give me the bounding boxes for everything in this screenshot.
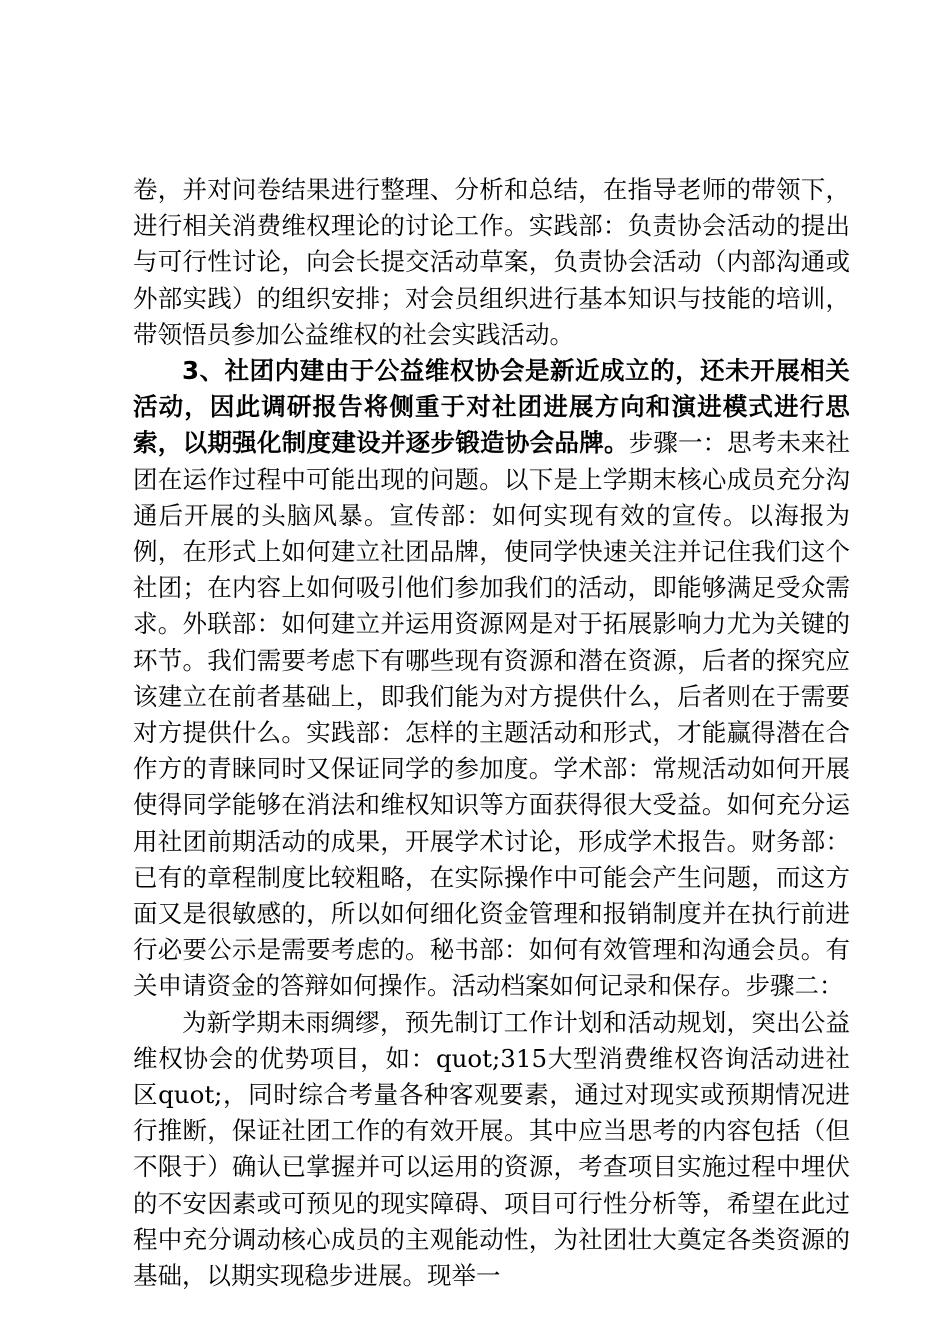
paragraph-2-heading: 3、社团内建由于公益维权协会是新近成立的，还未开展相关活动，因此调研报告将侧重于对社团进展方向和演进模式进行思索，以期强化制度建设并逐步锻造协会品牌。 bbox=[133, 356, 850, 458]
document-body bbox=[133, 172, 850, 1294]
paragraph-2 bbox=[133, 353, 850, 1005]
paragraph-3: 为新学期未雨绸缪，预先制订工作计划和活动规划，突出公益维权协会的优势项目，如：quot;315大型消费维权咨询活动进社区quot;，同时综合考量各种客观要素，通过对现实或预期情况进行推断，保证社团工作的有效开展。其中应当思考的内容包括（但不限于）确认已掌握并可以运用的资源，考查项目实施过程中埋伏的不安因素或可预见的现实障碍、项目可行性分析等，希望在此过程中充分调动核心成员的主观能动性，为社团壮大奠定各类资源的基础，以期实现稳步进展。现举一 bbox=[133, 1007, 850, 1291]
paragraph-2-text: 步骤一：思考未来社团在运作过程中可能出现的问题。以下是上学期末核心成员充分沟通后开展的头脑风暴。宣传部：如何实现有效的宣传。以海报为例，在形式上如何建立社团品牌，使同学快速关注并记住我们这个社团；在内容上如何吸引他们参加我们的活动，即能够满足受众需求。外联部：如何建立并运用资源网是对于拓展影响力尤为关键的环节。我们需要考虑下有哪些现有资源和潜在资源，后者的探究应该建立在前者基础上，即我们能为对方提供什么，后者则在于需要对方提供什么。实践部：怎样的主题活动和形式，才能赢得潜在合作方的青睐同时又保证同学的参加度。学术部：常规活动如何开展使得同学能够在消法和维权知识等方面获得很大受益。如何充分运用社团前期活动的成果，开展学术讨论，形成学术报告。财务部：已有的章程制度比较粗略，在实际操作中可能会产生问题，而这方面又是很敏感的，所以如何细化资金管理和报销制度并在执行前进行必要公示是需要考虑的。秘书部：如何有效管理和沟通会员。有关申请资金的答辩如何操作。活动档案如何记录和保存。步骤二： bbox=[133, 428, 851, 1001]
paragraph-1: 卷，并对问卷结果进行整理、分析和总结，在指导老师的带领下，进行相关消费维权理论的讨论工作。实践部：负责协会活动的提出与可行性讨论，向会长提交活动草案，负责协会活动（内部沟通或外部实践）的组织安排；对会员组织进行基本知识与技能的培训，带领悟员参加公益维权的社会实践活动。 bbox=[133, 175, 850, 349]
